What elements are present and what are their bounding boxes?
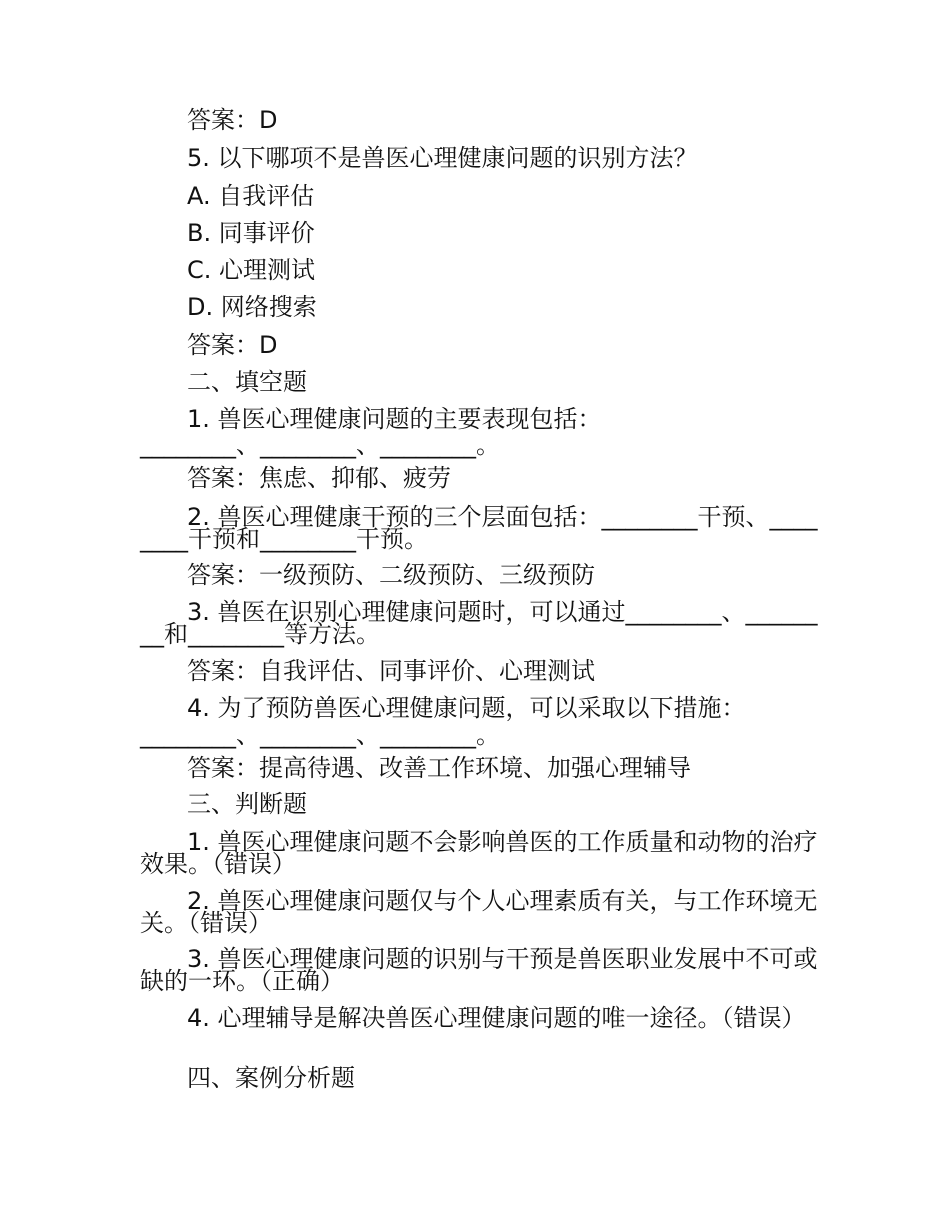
judge-question-4: 4. 心理辅导是解决兽医心理健康问题的唯一途径。（错误） <box>187 1004 806 1032</box>
answer-line: 答案：D <box>187 331 278 359</box>
section-heading-case-analysis: 四、案例分析题 <box>187 1064 355 1092</box>
section-heading-true-false: 三、判断题 <box>187 790 307 818</box>
option-a: A. 自我评估 <box>187 182 315 210</box>
answer-line: 答案：焦虑、抑郁、疲劳 <box>187 464 451 492</box>
fill-question-3: 3. 兽医在识别心理健康问题时，可以通过________、________和________等方法。 <box>140 598 818 648</box>
judge-question-1: 1. 兽医心理健康问题不会影响兽医的工作质量和动物的治疗效果。（错误） <box>140 828 818 878</box>
option-b: B. 同事评价 <box>187 219 315 247</box>
answer-line: 答案：一级预防、二级预防、三级预防 <box>187 561 595 589</box>
section-heading-fill-blank: 二、填空题 <box>187 368 307 396</box>
judge-question-3: 3. 兽医心理健康问题的识别与干预是兽医职业发展中不可或缺的一环。（正确） <box>140 945 818 995</box>
answer-line: 答案：D <box>187 106 278 134</box>
fill-question-1-blanks: ________、________、________。 <box>140 431 500 459</box>
fill-question-4: 4. 为了预防兽医心理健康问题，可以采取以下措施： <box>187 694 746 722</box>
fill-question-4-blanks: ________、________、________。 <box>140 721 500 749</box>
fill-question-1: 1. 兽医心理健康问题的主要表现包括： <box>187 405 602 433</box>
judge-question-2: 2. 兽医心理健康问题仅与个人心理素质有关，与工作环境无关。（错误） <box>140 887 818 937</box>
answer-line: 答案：提高待遇、改善工作环境、加强心理辅导 <box>187 754 691 782</box>
option-c: C. 心理测试 <box>187 256 316 284</box>
answer-line: 答案：自我评估、同事评价、心理测试 <box>187 657 595 685</box>
question-5: 5. 以下哪项不是兽医心理健康问题的识别方法？ <box>187 144 698 172</box>
fill-question-2: 2. 兽医心理健康干预的三个层面包括：________干预、________干预和________干预。 <box>140 503 818 553</box>
option-d: D. 网络搜索 <box>187 293 317 321</box>
